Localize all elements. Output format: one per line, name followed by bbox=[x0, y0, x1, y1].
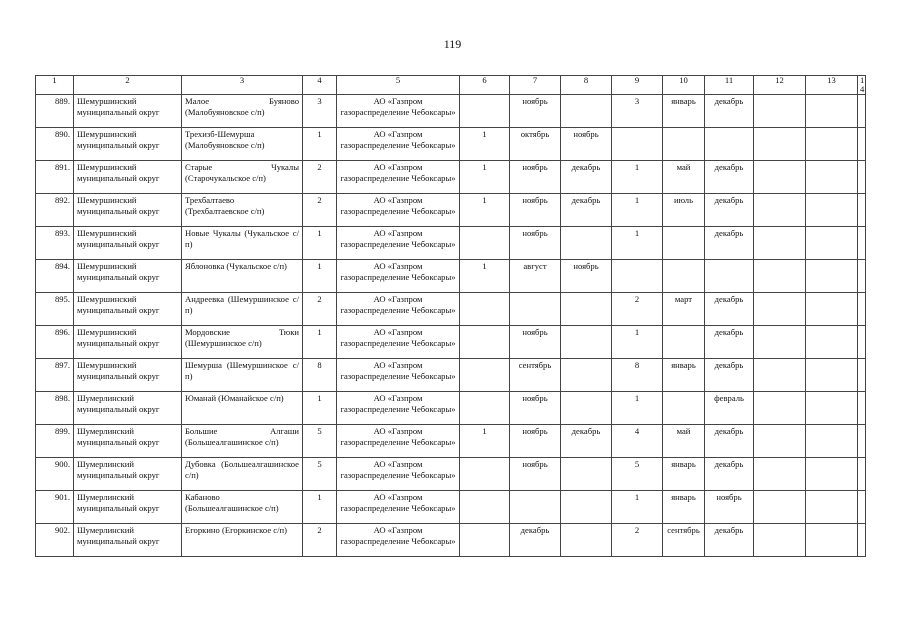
table-cell-col-3: Шемурша (Шемуршинское с/п) bbox=[182, 359, 303, 392]
table-cell-col-12 bbox=[754, 458, 806, 491]
table-cell-col-14 bbox=[858, 293, 866, 326]
table-cell-col-6: 1 bbox=[460, 161, 510, 194]
table-cell-col-2: Шумерлинский муниципальный округ bbox=[74, 392, 182, 425]
table-cell-col-10 bbox=[663, 326, 705, 359]
table-cell-col-8 bbox=[561, 293, 612, 326]
table-cell-col-3: Кабаново (Большеалгашинское с/п) bbox=[182, 491, 303, 524]
table-cell-col-4: 2 bbox=[303, 161, 337, 194]
table-cell-col-1: 893. bbox=[36, 227, 74, 260]
column-header-3: 3 bbox=[182, 76, 303, 95]
table-cell-col-5: АО «Газпром газораспределение Чебоксары» bbox=[337, 524, 460, 557]
table-cell-col-14 bbox=[858, 458, 866, 491]
table-cell-col-12 bbox=[754, 194, 806, 227]
table-cell-col-13 bbox=[806, 293, 858, 326]
column-header-10: 10 bbox=[663, 76, 705, 95]
table-header bbox=[36, 76, 866, 95]
table-row bbox=[36, 326, 866, 359]
table-cell-col-14 bbox=[858, 392, 866, 425]
table-cell-col-3: Старые Чукалы (Старочукальское с/п) bbox=[182, 161, 303, 194]
table-cell-col-9: 1 bbox=[612, 227, 663, 260]
column-header-1: 1 bbox=[36, 76, 74, 95]
table-cell-col-2: Шемуршинский муниципальный округ bbox=[74, 260, 182, 293]
table-cell-col-5: АО «Газпром газораспределение Чебоксары» bbox=[337, 161, 460, 194]
table-cell-col-8 bbox=[561, 458, 612, 491]
table-cell-col-3: Трехизб-Шемурша (Малобуяновское с/п) bbox=[182, 128, 303, 161]
table-cell-col-8 bbox=[561, 359, 612, 392]
table-row bbox=[36, 425, 866, 458]
table-cell-col-4: 5 bbox=[303, 425, 337, 458]
table-cell-col-12 bbox=[754, 425, 806, 458]
table-cell-col-3: Мордовские Тюки (Шемуршинское с/п) bbox=[182, 326, 303, 359]
column-header-12: 12 bbox=[754, 76, 806, 95]
table-row bbox=[36, 491, 866, 524]
table-row bbox=[36, 128, 866, 161]
column-header-14: 14 bbox=[858, 76, 866, 95]
column-header-9: 9 bbox=[612, 76, 663, 95]
table-cell-col-13 bbox=[806, 260, 858, 293]
table-cell-col-2: Шемуршинский муниципальный округ bbox=[74, 95, 182, 128]
table-cell-col-4: 2 bbox=[303, 524, 337, 557]
table-cell-col-14 bbox=[858, 95, 866, 128]
table-cell-col-7: ноябрь bbox=[510, 194, 561, 227]
table-cell-col-2: Шумерлинский муниципальный округ bbox=[74, 524, 182, 557]
table-cell-col-13 bbox=[806, 491, 858, 524]
table-cell-col-3: Яблоновка (Чукальское с/п) bbox=[182, 260, 303, 293]
table-cell-col-9: 1 bbox=[612, 392, 663, 425]
table-cell-col-7: ноябрь bbox=[510, 326, 561, 359]
table-cell-col-14 bbox=[858, 227, 866, 260]
table-cell-col-6 bbox=[460, 359, 510, 392]
table-cell-col-8: декабрь bbox=[561, 161, 612, 194]
table-cell-col-8 bbox=[561, 227, 612, 260]
table-cell-col-2: Шемуршинский муниципальный округ bbox=[74, 293, 182, 326]
table-cell-col-14 bbox=[858, 359, 866, 392]
table-cell-col-8 bbox=[561, 524, 612, 557]
table-cell-col-10 bbox=[663, 128, 705, 161]
table-cell-col-8 bbox=[561, 392, 612, 425]
table-cell-col-10: май bbox=[663, 425, 705, 458]
table-cell-col-10 bbox=[663, 260, 705, 293]
table-cell-col-6: 1 bbox=[460, 260, 510, 293]
table-cell-col-10: сентябрь bbox=[663, 524, 705, 557]
column-header-11: 11 bbox=[705, 76, 754, 95]
table-cell-col-13 bbox=[806, 524, 858, 557]
table-cell-col-6 bbox=[460, 326, 510, 359]
table-cell-col-3: Егоркино (Егоркинское с/п) bbox=[182, 524, 303, 557]
table-cell-col-5: АО «Газпром газораспределение Чебоксары» bbox=[337, 392, 460, 425]
column-header-5: 5 bbox=[337, 76, 460, 95]
table-row bbox=[36, 359, 866, 392]
table-cell-col-1: 895. bbox=[36, 293, 74, 326]
table-cell-col-4: 1 bbox=[303, 260, 337, 293]
table-cell-col-7: сентябрь bbox=[510, 359, 561, 392]
table-cell-col-10: январь bbox=[663, 359, 705, 392]
table-cell-col-14 bbox=[858, 260, 866, 293]
header-row bbox=[36, 76, 866, 95]
table-cell-col-5: АО «Газпром газораспределение Чебоксары» bbox=[337, 128, 460, 161]
table-cell-col-9: 8 bbox=[612, 359, 663, 392]
table-cell-col-5: АО «Газпром газораспределение Чебоксары» bbox=[337, 425, 460, 458]
table-cell-col-6: 1 bbox=[460, 194, 510, 227]
table-cell-col-12 bbox=[754, 359, 806, 392]
table-cell-col-9: 2 bbox=[612, 293, 663, 326]
table-cell-col-6: 1 bbox=[460, 128, 510, 161]
table-cell-col-12 bbox=[754, 227, 806, 260]
column-header-2: 2 bbox=[74, 76, 182, 95]
table-cell-col-6 bbox=[460, 524, 510, 557]
table-cell-col-3: Большие Алгаши (Большеалгашинское с/п) bbox=[182, 425, 303, 458]
table-cell-col-1: 901. bbox=[36, 491, 74, 524]
table-cell-col-7: ноябрь bbox=[510, 227, 561, 260]
table-cell-col-10: январь bbox=[663, 95, 705, 128]
table-cell-col-12 bbox=[754, 128, 806, 161]
table-row bbox=[36, 458, 866, 491]
table-cell-col-6 bbox=[460, 227, 510, 260]
table-cell-col-6 bbox=[460, 458, 510, 491]
table-cell-col-11: февраль bbox=[705, 392, 754, 425]
table-cell-col-11 bbox=[705, 128, 754, 161]
table-cell-col-5: АО «Газпром газораспределение Чебоксары» bbox=[337, 293, 460, 326]
table-cell-col-8: декабрь bbox=[561, 194, 612, 227]
table-cell-col-14 bbox=[858, 128, 866, 161]
table-cell-col-4: 8 bbox=[303, 359, 337, 392]
table-cell-col-12 bbox=[754, 293, 806, 326]
table-cell-col-3: Юманай (Юманайское с/п) bbox=[182, 392, 303, 425]
table-cell-col-1: 900. bbox=[36, 458, 74, 491]
table-cell-col-7: ноябрь bbox=[510, 425, 561, 458]
table-cell-col-13 bbox=[806, 95, 858, 128]
table-cell-col-12 bbox=[754, 392, 806, 425]
table-cell-col-7: октябрь bbox=[510, 128, 561, 161]
table-cell-col-1: 890. bbox=[36, 128, 74, 161]
table-cell-col-6 bbox=[460, 293, 510, 326]
table-cell-col-11: декабрь bbox=[705, 359, 754, 392]
table-cell-col-14 bbox=[858, 161, 866, 194]
table-cell-col-14 bbox=[858, 326, 866, 359]
table-cell-col-10: март bbox=[663, 293, 705, 326]
table-cell-col-12 bbox=[754, 260, 806, 293]
table-cell-col-13 bbox=[806, 161, 858, 194]
table-cell-col-9: 2 bbox=[612, 524, 663, 557]
table-cell-col-9: 1 bbox=[612, 326, 663, 359]
table-cell-col-2: Шемуршинский муниципальный округ bbox=[74, 326, 182, 359]
table-cell-col-4: 1 bbox=[303, 128, 337, 161]
table-cell-col-12 bbox=[754, 524, 806, 557]
table-cell-col-12 bbox=[754, 491, 806, 524]
table-cell-col-1: 902. bbox=[36, 524, 74, 557]
table-cell-col-8: декабрь bbox=[561, 425, 612, 458]
table-cell-col-12 bbox=[754, 326, 806, 359]
table-cell-col-3: Малое Буяново (Малобуяновское с/п) bbox=[182, 95, 303, 128]
table-cell-col-14 bbox=[858, 491, 866, 524]
table-cell-col-9: 4 bbox=[612, 425, 663, 458]
table-row bbox=[36, 260, 866, 293]
table-row bbox=[36, 524, 866, 557]
table-cell-col-13 bbox=[806, 128, 858, 161]
table-cell-col-9: 5 bbox=[612, 458, 663, 491]
table-cell-col-11: декабрь bbox=[705, 425, 754, 458]
table-cell-col-11 bbox=[705, 260, 754, 293]
table-cell-col-5: АО «Газпром газораспределение Чебоксары» bbox=[337, 95, 460, 128]
column-header-6: 6 bbox=[460, 76, 510, 95]
table-cell-col-12 bbox=[754, 161, 806, 194]
table-cell-col-9 bbox=[612, 260, 663, 293]
table-cell-col-5: АО «Газпром газораспределение Чебоксары» bbox=[337, 260, 460, 293]
table-cell-col-10 bbox=[663, 227, 705, 260]
table-cell-col-10: май bbox=[663, 161, 705, 194]
page-number: 119 bbox=[443, 37, 462, 51]
table-cell-col-13 bbox=[806, 392, 858, 425]
table-cell-col-4: 1 bbox=[303, 491, 337, 524]
table-cell-col-13 bbox=[806, 194, 858, 227]
table-row bbox=[36, 293, 866, 326]
table-cell-col-10: июль bbox=[663, 194, 705, 227]
table-cell-col-7: ноябрь bbox=[510, 161, 561, 194]
table-cell-col-11: декабрь bbox=[705, 194, 754, 227]
column-header-4: 4 bbox=[303, 76, 337, 95]
table-cell-col-7 bbox=[510, 293, 561, 326]
table-cell-col-13 bbox=[806, 326, 858, 359]
table-cell-col-12 bbox=[754, 95, 806, 128]
table-cell-col-9: 1 bbox=[612, 161, 663, 194]
table-cell-col-4: 2 bbox=[303, 293, 337, 326]
table-cell-col-1: 897. bbox=[36, 359, 74, 392]
table-cell-col-6 bbox=[460, 491, 510, 524]
table-cell-col-2: Шемуршинский муниципальный округ bbox=[74, 128, 182, 161]
table-row bbox=[36, 227, 866, 260]
table-cell-col-3: Новые Чукалы (Чукальское с/п) bbox=[182, 227, 303, 260]
table-cell-col-5: АО «Газпром газораспределение Чебоксары» bbox=[337, 491, 460, 524]
table-cell-col-3: Андреевка (Шемуршинское с/п) bbox=[182, 293, 303, 326]
table-row bbox=[36, 194, 866, 227]
table-cell-col-4: 1 bbox=[303, 326, 337, 359]
table-cell-col-8 bbox=[561, 491, 612, 524]
table-cell-col-11: декабрь bbox=[705, 95, 754, 128]
table-cell-col-13 bbox=[806, 227, 858, 260]
table-cell-col-3: Трехбалтаево (Трехбалтаевское с/п) bbox=[182, 194, 303, 227]
table-cell-col-9: 3 bbox=[612, 95, 663, 128]
table-cell-col-9: 1 bbox=[612, 491, 663, 524]
table-cell-col-2: Шумерлинский муниципальный округ bbox=[74, 491, 182, 524]
table-cell-col-11: декабрь bbox=[705, 524, 754, 557]
table-cell-col-13 bbox=[806, 359, 858, 392]
table-cell-col-7: ноябрь bbox=[510, 95, 561, 128]
table-row bbox=[36, 95, 866, 128]
column-header-8: 8 bbox=[561, 76, 612, 95]
table-cell-col-14 bbox=[858, 194, 866, 227]
table-cell-col-4: 3 bbox=[303, 95, 337, 128]
table-cell-col-2: Шумерлинский муниципальный округ bbox=[74, 458, 182, 491]
table-cell-col-6: 1 bbox=[460, 425, 510, 458]
table-cell-col-2: Шемуршинский муниципальный округ bbox=[74, 161, 182, 194]
table-cell-col-2: Шумерлинский муниципальный округ bbox=[74, 425, 182, 458]
table-cell-col-2: Шемуршинский муниципальный округ bbox=[74, 227, 182, 260]
table-cell-col-11: ноябрь bbox=[705, 491, 754, 524]
table-cell-col-1: 898. bbox=[36, 392, 74, 425]
table-cell-col-1: 894. bbox=[36, 260, 74, 293]
table-cell-col-2: Шемуршинский муниципальный округ bbox=[74, 359, 182, 392]
table-cell-col-5: АО «Газпром газораспределение Чебоксары» bbox=[337, 458, 460, 491]
table-row bbox=[36, 392, 866, 425]
table-cell-col-14 bbox=[858, 524, 866, 557]
table-cell-col-5: АО «Газпром газораспределение Чебоксары» bbox=[337, 326, 460, 359]
table-cell-col-11: декабрь bbox=[705, 293, 754, 326]
table-body bbox=[36, 95, 866, 557]
table-cell-col-4: 2 bbox=[303, 194, 337, 227]
table-cell-col-13 bbox=[806, 425, 858, 458]
table-cell-col-11: декабрь bbox=[705, 227, 754, 260]
table-cell-col-10: январь bbox=[663, 491, 705, 524]
table-cell-col-6 bbox=[460, 95, 510, 128]
table-cell-col-14 bbox=[858, 425, 866, 458]
column-header-7: 7 bbox=[510, 76, 561, 95]
table-cell-col-1: 889. bbox=[36, 95, 74, 128]
table-cell-col-7: ноябрь bbox=[510, 458, 561, 491]
table-cell-col-10 bbox=[663, 392, 705, 425]
table-cell-col-4: 1 bbox=[303, 227, 337, 260]
table-cell-col-8 bbox=[561, 326, 612, 359]
table-cell-col-7 bbox=[510, 491, 561, 524]
table-cell-col-4: 5 bbox=[303, 458, 337, 491]
table-cell-col-11: декабрь bbox=[705, 458, 754, 491]
column-header-13: 13 bbox=[806, 76, 858, 95]
data-table bbox=[35, 75, 866, 557]
table-cell-col-1: 892. bbox=[36, 194, 74, 227]
table-cell-col-10: январь bbox=[663, 458, 705, 491]
table-cell-col-4: 1 bbox=[303, 392, 337, 425]
table-cell-col-3: Дубовка (Большеалгашинское с/п) bbox=[182, 458, 303, 491]
table-cell-col-1: 896. bbox=[36, 326, 74, 359]
table-cell-col-2: Шемуршинский муниципальный округ bbox=[74, 194, 182, 227]
table-cell-col-7: август bbox=[510, 260, 561, 293]
table-cell-col-6 bbox=[460, 392, 510, 425]
table-cell-col-9: 1 bbox=[612, 194, 663, 227]
table-cell-col-8 bbox=[561, 95, 612, 128]
table-cell-col-5: АО «Газпром газораспределение Чебоксары» bbox=[337, 359, 460, 392]
table-cell-col-5: АО «Газпром газораспределение Чебоксары» bbox=[337, 227, 460, 260]
table-cell-col-8: ноябрь bbox=[561, 128, 612, 161]
table-cell-col-7: ноябрь bbox=[510, 392, 561, 425]
table-cell-col-8: ноябрь bbox=[561, 260, 612, 293]
table-cell-col-9 bbox=[612, 128, 663, 161]
table-cell-col-7: декабрь bbox=[510, 524, 561, 557]
table-cell-col-13 bbox=[806, 458, 858, 491]
table-cell-col-1: 891. bbox=[36, 161, 74, 194]
table-cell-col-5: АО «Газпром газораспределение Чебоксары» bbox=[337, 194, 460, 227]
table-cell-col-11: декабрь bbox=[705, 161, 754, 194]
table-row bbox=[36, 161, 866, 194]
table-cell-col-1: 899. bbox=[36, 425, 74, 458]
table-cell-col-11: декабрь bbox=[705, 326, 754, 359]
